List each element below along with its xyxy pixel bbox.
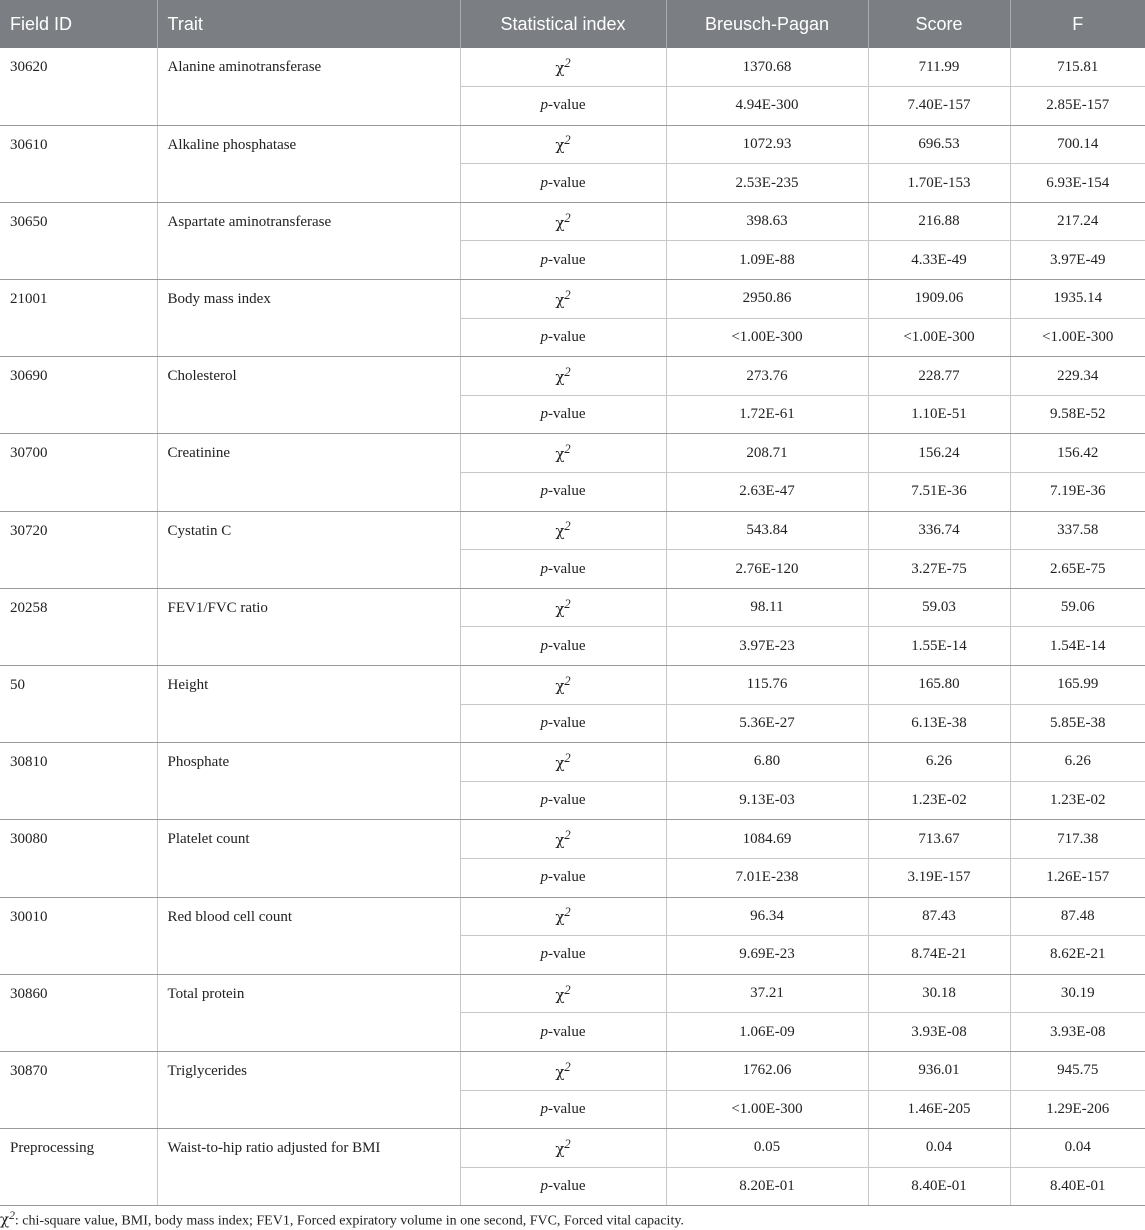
statistical-index-pvalue	[460, 627, 666, 666]
score-pvalue: 8.40E-01	[868, 1167, 1010, 1206]
f-pvalue: 1.26E-157	[1010, 858, 1145, 897]
score-chi2-value: 936.01	[868, 1051, 1010, 1090]
pvalue-suffix: -value	[548, 637, 586, 654]
f-pvalue: 8.40E-01	[1010, 1167, 1145, 1206]
score-chi2-value: 216.88	[868, 202, 1010, 241]
pvalue-suffix: -value	[548, 869, 586, 886]
chi-superscript: 2	[564, 1059, 571, 1074]
score-pvalue: 1.55E-14	[868, 627, 1010, 666]
header-field-id: Field ID	[0, 0, 157, 48]
breusch-pagan-pvalue: 2.76E-120	[666, 550, 868, 589]
breusch-pagan-pvalue: <1.00E-300	[666, 318, 868, 357]
pvalue-p: p	[540, 483, 548, 500]
chi-superscript: 2	[564, 828, 571, 843]
table-row	[0, 1051, 1145, 1090]
score-pvalue: 4.33E-49	[868, 241, 1010, 280]
statistical-index-pvalue	[460, 473, 666, 512]
score-pvalue: 6.13E-38	[868, 704, 1010, 743]
statistical-index-chi2	[460, 974, 666, 1013]
breusch-pagan-pvalue: 2.63E-47	[666, 473, 868, 512]
trait-cell: Red blood cell count	[157, 897, 460, 974]
breusch-pagan-pvalue: 4.94E-300	[666, 87, 868, 126]
breusch-pagan-chi2-value: 398.63	[666, 202, 868, 241]
breusch-pagan-pvalue: 3.97E-23	[666, 627, 868, 666]
chi-superscript: 2	[564, 210, 571, 225]
f-pvalue: 9.58E-52	[1010, 395, 1145, 434]
pvalue-suffix: -value	[548, 792, 586, 809]
chi-superscript: 2	[564, 365, 571, 380]
score-pvalue: 3.19E-157	[868, 858, 1010, 897]
table-row	[0, 743, 1145, 782]
score-chi2-value: 0.04	[868, 1129, 1010, 1168]
chi-symbol: χ	[555, 1139, 565, 1158]
breusch-pagan-chi2-value: 96.34	[666, 897, 868, 936]
f-chi2-value: 717.38	[1010, 820, 1145, 859]
table-row	[0, 357, 1145, 396]
statistical-index-pvalue	[460, 1090, 666, 1129]
pvalue-suffix: -value	[548, 1023, 586, 1040]
breusch-pagan-chi2-value: 273.76	[666, 357, 868, 396]
field-id-cell: 30720	[0, 511, 157, 588]
footnote-text: : chi-square value, BMI, body mass index; FEV1, Forced expiratory volume in one second, FVC, Forced vital capacity.	[14, 1213, 684, 1229]
trait-cell: Body mass index	[157, 280, 460, 357]
chi-symbol: χ	[555, 136, 565, 155]
header-f: F	[1010, 0, 1145, 48]
field-id-cell: 30870	[0, 1051, 157, 1128]
pvalue-suffix: -value	[548, 560, 586, 577]
chi-symbol: χ	[555, 676, 565, 695]
f-pvalue: 2.65E-75	[1010, 550, 1145, 589]
breusch-pagan-pvalue: 9.13E-03	[666, 781, 868, 820]
f-chi2-value: 87.48	[1010, 897, 1145, 936]
field-id-cell: 50	[0, 666, 157, 743]
breusch-pagan-chi2-value: 37.21	[666, 974, 868, 1013]
trait-cell: Height	[157, 666, 460, 743]
pvalue-p: p	[540, 869, 548, 886]
trait-cell: Total protein	[157, 974, 460, 1051]
breusch-pagan-chi2-value: 1072.93	[666, 125, 868, 164]
score-pvalue: 1.70E-153	[868, 164, 1010, 203]
score-chi2-value: 6.26	[868, 743, 1010, 782]
score-chi2-value: 87.43	[868, 897, 1010, 936]
statistical-index-chi2	[460, 202, 666, 241]
statistical-index-pvalue	[460, 704, 666, 743]
trait-cell: FEV1/FVC ratio	[157, 588, 460, 665]
f-pvalue: 3.93E-08	[1010, 1013, 1145, 1052]
pvalue-p: p	[540, 714, 548, 731]
statistical-index-chi2	[460, 434, 666, 473]
f-pvalue: 1.54E-14	[1010, 627, 1145, 666]
f-pvalue: 1.23E-02	[1010, 781, 1145, 820]
f-chi2-value: 700.14	[1010, 125, 1145, 164]
trait-cell: Waist-to-hip ratio adjusted for BMI	[157, 1129, 460, 1206]
pvalue-p: p	[540, 560, 548, 577]
statistical-index-pvalue	[460, 164, 666, 203]
score-chi2-value: 336.74	[868, 511, 1010, 550]
field-id-cell: 30610	[0, 125, 157, 202]
pvalue-p: p	[540, 251, 548, 268]
f-chi2-value: 6.26	[1010, 743, 1145, 782]
f-chi2-value: 1935.14	[1010, 280, 1145, 319]
score-chi2-value: 30.18	[868, 974, 1010, 1013]
pvalue-p: p	[540, 792, 548, 809]
field-id-cell: 30010	[0, 897, 157, 974]
chi-superscript: 2	[564, 56, 571, 71]
chi-superscript: 2	[564, 596, 571, 611]
pvalue-p: p	[540, 1178, 548, 1195]
chi-symbol: χ	[555, 522, 565, 541]
f-chi2-value: 217.24	[1010, 202, 1145, 241]
f-pvalue: 8.62E-21	[1010, 936, 1145, 975]
table-row	[0, 280, 1145, 319]
pvalue-p: p	[540, 97, 548, 114]
f-pvalue: 1.29E-206	[1010, 1090, 1145, 1129]
breusch-pagan-pvalue: 7.01E-238	[666, 858, 868, 897]
breusch-pagan-chi2-value: 2950.86	[666, 280, 868, 319]
pvalue-suffix: -value	[548, 946, 586, 963]
statistical-index-chi2	[460, 1129, 666, 1168]
breusch-pagan-chi2-value: 6.80	[666, 743, 868, 782]
pvalue-p: p	[540, 637, 548, 654]
score-pvalue: 7.40E-157	[868, 87, 1010, 126]
chi-symbol: χ	[555, 1062, 565, 1081]
score-pvalue: 1.10E-51	[868, 395, 1010, 434]
score-pvalue: 3.93E-08	[868, 1013, 1010, 1052]
header-statistical-index: Statistical index	[460, 0, 666, 48]
score-chi2-value: 1909.06	[868, 280, 1010, 319]
chi-superscript: 2	[564, 673, 571, 688]
pvalue-p: p	[540, 946, 548, 963]
score-pvalue: <1.00E-300	[868, 318, 1010, 357]
breusch-pagan-pvalue: 9.69E-23	[666, 936, 868, 975]
breusch-pagan-chi2-value: 208.71	[666, 434, 868, 473]
statistical-index-chi2	[460, 280, 666, 319]
statistical-index-chi2	[460, 588, 666, 627]
breusch-pagan-chi2-value: 115.76	[666, 666, 868, 705]
trait-cell: Cholesterol	[157, 357, 460, 434]
chi-superscript: 2	[564, 750, 571, 765]
trait-cell: Triglycerides	[157, 1051, 460, 1128]
footnote-chi-sup: 2	[9, 1209, 15, 1222]
table-row	[0, 897, 1145, 936]
chi-symbol: χ	[555, 985, 565, 1004]
pvalue-suffix: -value	[548, 1178, 586, 1195]
f-chi2-value: 30.19	[1010, 974, 1145, 1013]
statistical-index-chi2	[460, 666, 666, 705]
table-row	[0, 125, 1145, 164]
statistical-index-pvalue	[460, 858, 666, 897]
table-row	[0, 1129, 1145, 1168]
statistical-index-chi2	[460, 820, 666, 859]
chi-superscript: 2	[564, 982, 571, 997]
chi-symbol: χ	[555, 290, 565, 309]
breusch-pagan-pvalue: 1.06E-09	[666, 1013, 868, 1052]
statistical-index-chi2	[460, 897, 666, 936]
field-id-cell: 30620	[0, 48, 157, 125]
table-header-row	[0, 0, 1145, 48]
f-pvalue: 5.85E-38	[1010, 704, 1145, 743]
chi-symbol: χ	[555, 831, 565, 850]
chi-superscript: 2	[564, 442, 571, 457]
statistical-index-pvalue	[460, 781, 666, 820]
trait-cell: Alanine aminotransferase	[157, 48, 460, 125]
statistical-index-pvalue	[460, 550, 666, 589]
f-pvalue: 6.93E-154	[1010, 164, 1145, 203]
statistical-index-chi2	[460, 1051, 666, 1090]
statistical-index-pvalue	[460, 1167, 666, 1206]
table-row	[0, 820, 1145, 859]
f-chi2-value: 59.06	[1010, 588, 1145, 627]
breusch-pagan-chi2-value: 1084.69	[666, 820, 868, 859]
statistical-index-pvalue	[460, 395, 666, 434]
field-id-cell: 30810	[0, 743, 157, 820]
pvalue-p: p	[540, 1100, 548, 1117]
chi-symbol: χ	[555, 213, 565, 232]
header-trait: Trait	[157, 0, 460, 48]
field-id-cell: 20258	[0, 588, 157, 665]
score-chi2-value: 59.03	[868, 588, 1010, 627]
pvalue-p: p	[540, 328, 548, 345]
chi-superscript: 2	[564, 287, 571, 302]
breusch-pagan-pvalue: 2.53E-235	[666, 164, 868, 203]
chi-superscript: 2	[564, 133, 571, 148]
statistical-index-chi2	[460, 125, 666, 164]
f-pvalue: 2.85E-157	[1010, 87, 1145, 126]
pvalue-p: p	[540, 174, 548, 191]
field-id-cell: Preprocessing	[0, 1129, 157, 1206]
statistical-index-chi2	[460, 743, 666, 782]
trait-cell: Creatinine	[157, 434, 460, 511]
breusch-pagan-pvalue: 1.72E-61	[666, 395, 868, 434]
f-chi2-value: 229.34	[1010, 357, 1145, 396]
footnote-chi-symbol: χ	[0, 1210, 10, 1229]
chi-superscript: 2	[564, 519, 571, 534]
f-chi2-value: 945.75	[1010, 1051, 1145, 1090]
table-footnote	[0, 1209, 684, 1230]
score-pvalue: 1.46E-205	[868, 1090, 1010, 1129]
field-id-cell: 21001	[0, 280, 157, 357]
trait-cell: Phosphate	[157, 743, 460, 820]
f-pvalue: 7.19E-36	[1010, 473, 1145, 512]
field-id-cell: 30690	[0, 357, 157, 434]
pvalue-suffix: -value	[548, 714, 586, 731]
chi-superscript: 2	[564, 1136, 571, 1151]
chi-symbol: χ	[555, 59, 565, 78]
pvalue-suffix: -value	[548, 174, 586, 191]
table-row	[0, 511, 1145, 550]
field-id-cell: 30860	[0, 974, 157, 1051]
score-pvalue: 1.23E-02	[868, 781, 1010, 820]
trait-cell: Aspartate aminotransferase	[157, 202, 460, 279]
breusch-pagan-chi2-value: 543.84	[666, 511, 868, 550]
pvalue-suffix: -value	[548, 328, 586, 345]
chi-symbol: χ	[555, 908, 565, 927]
statistical-index-pvalue	[460, 936, 666, 975]
trait-cell: Alkaline phosphatase	[157, 125, 460, 202]
f-pvalue: 3.97E-49	[1010, 241, 1145, 280]
breusch-pagan-chi2-value: 0.05	[666, 1129, 868, 1168]
breusch-pagan-pvalue: 1.09E-88	[666, 241, 868, 280]
statistical-index-chi2	[460, 48, 666, 87]
chi-superscript: 2	[564, 905, 571, 920]
pvalue-p: p	[540, 1023, 548, 1040]
f-chi2-value: 337.58	[1010, 511, 1145, 550]
table-row	[0, 974, 1145, 1013]
table-body	[0, 48, 1145, 1206]
score-chi2-value: 696.53	[868, 125, 1010, 164]
score-chi2-value: 156.24	[868, 434, 1010, 473]
header-breusch-pagan: Breusch-Pagan	[666, 0, 868, 48]
table-row	[0, 666, 1145, 705]
breusch-pagan-pvalue: 8.20E-01	[666, 1167, 868, 1206]
score-pvalue: 8.74E-21	[868, 936, 1010, 975]
score-chi2-value: 713.67	[868, 820, 1010, 859]
chi-symbol: χ	[555, 599, 565, 618]
statistical-index-pvalue	[460, 1013, 666, 1052]
chi-symbol: χ	[555, 445, 565, 464]
table-row	[0, 588, 1145, 627]
f-pvalue: <1.00E-300	[1010, 318, 1145, 357]
statistical-index-chi2	[460, 511, 666, 550]
header-score: Score	[868, 0, 1010, 48]
f-chi2-value: 165.99	[1010, 666, 1145, 705]
pvalue-suffix: -value	[548, 406, 586, 423]
score-chi2-value: 711.99	[868, 48, 1010, 87]
field-id-cell: 30080	[0, 820, 157, 897]
chi-symbol: χ	[555, 368, 565, 387]
trait-cell: Platelet count	[157, 820, 460, 897]
breusch-pagan-pvalue: <1.00E-300	[666, 1090, 868, 1129]
score-pvalue: 3.27E-75	[868, 550, 1010, 589]
pvalue-suffix: -value	[548, 483, 586, 500]
chi-symbol: χ	[555, 753, 565, 772]
field-id-cell: 30700	[0, 434, 157, 511]
table-row	[0, 48, 1145, 87]
breusch-pagan-chi2-value: 1370.68	[666, 48, 868, 87]
f-chi2-value: 156.42	[1010, 434, 1145, 473]
table-row	[0, 202, 1145, 241]
score-chi2-value: 165.80	[868, 666, 1010, 705]
statistical-index-pvalue	[460, 241, 666, 280]
score-pvalue: 7.51E-36	[868, 473, 1010, 512]
f-chi2-value: 715.81	[1010, 48, 1145, 87]
breusch-pagan-pvalue: 5.36E-27	[666, 704, 868, 743]
breusch-pagan-chi2-value: 1762.06	[666, 1051, 868, 1090]
score-chi2-value: 228.77	[868, 357, 1010, 396]
pvalue-p: p	[540, 406, 548, 423]
pvalue-suffix: -value	[548, 1100, 586, 1117]
statistical-index-chi2	[460, 357, 666, 396]
trait-cell: Cystatin C	[157, 511, 460, 588]
breusch-pagan-chi2-value: 98.11	[666, 588, 868, 627]
f-chi2-value: 0.04	[1010, 1129, 1145, 1168]
statistical-index-pvalue	[460, 318, 666, 357]
statistical-index-pvalue	[460, 87, 666, 126]
pvalue-suffix: -value	[548, 251, 586, 268]
pvalue-suffix: -value	[548, 97, 586, 114]
field-id-cell: 30650	[0, 202, 157, 279]
table-row	[0, 434, 1145, 473]
